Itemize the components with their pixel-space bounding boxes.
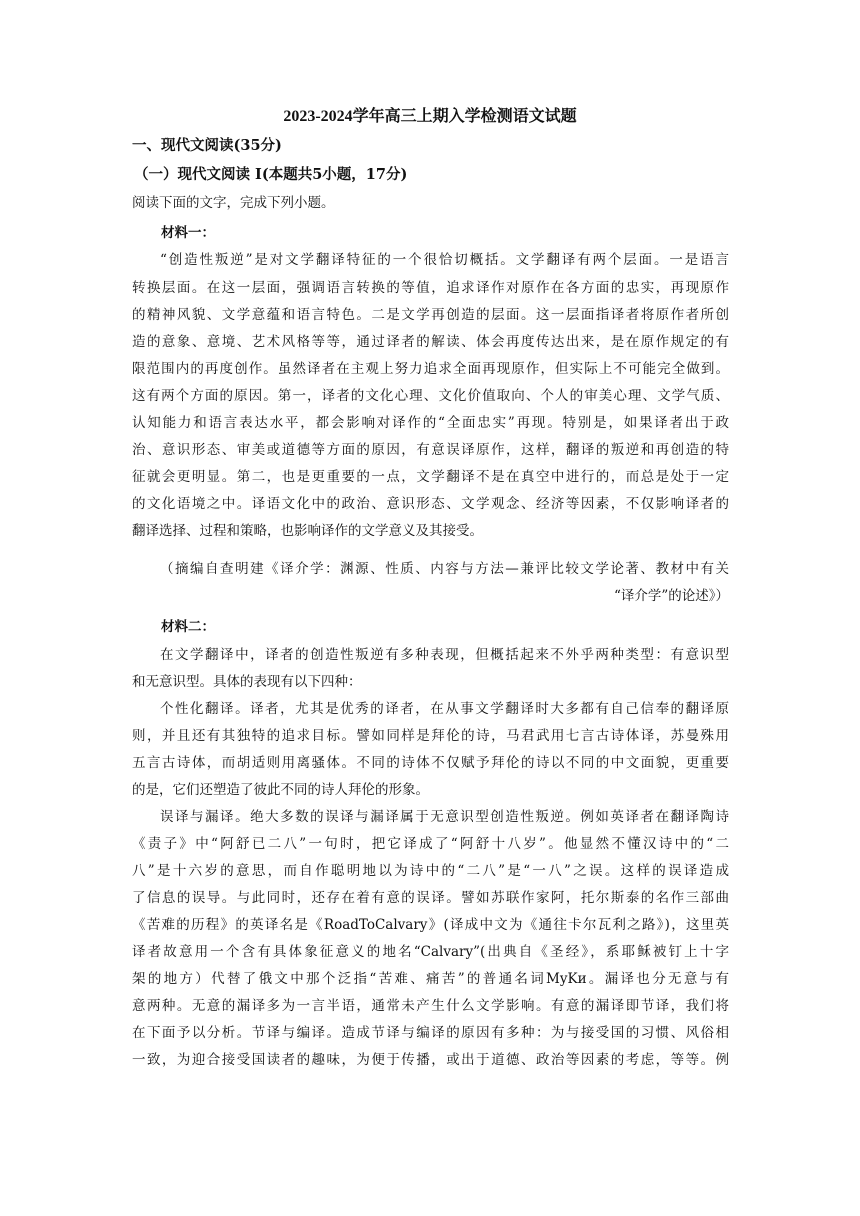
material2-line: 则，并且还有其独特的追求目标。譬如同样是拜伦的诗，马君武用七言古诗体译，苏曼殊用: [132, 728, 729, 744]
subsection-heading: （一）现代文阅读 I(本题共5小题，17分): [134, 166, 408, 183]
material2-line: 个性化翻译。译者，尤其是优秀的译者，在从事文学翻译时大多都有自己信奉的翻译原: [160, 701, 729, 717]
material2-line: 一致，为迎合接受国读者的趣味，为便于传播，或出于道德、政治等因素的考虑，等等。例: [132, 1052, 729, 1068]
material2-line: 意两种。无意的漏译多为一言半语，通常未产生什么文学影响。有意的漏译即节译，我们将: [132, 998, 729, 1014]
material1-line: 认知能力和语言表达水平，都会影响对译作的“全面忠实”再现。特别是，如果译者出于政: [132, 415, 729, 431]
material2-line: 了信息的误导。与此同时，还存在着有意的误译。譬如苏联作家阿，托尔斯泰的名作三部曲: [132, 890, 729, 906]
material2-line: 《责子》中“阿舒已二八”一句时，把它译成了“阿舒十八岁”。他显然不懂汉诗中的“二: [132, 836, 729, 852]
material2-line: 译者故意用一个含有具体象征意义的地名“Calvary”(出典自《圣经》，系耶稣被钉上十字: [132, 944, 729, 960]
material1-line: 转换层面。在这一层面，强调语言转换的等值，追求译作对原作在各方面的忠实，再现原作: [132, 280, 729, 296]
citation-text: （摘编自查明建《译介学：渊源、性质、内容与方法—兼评比较文学论著、教材中有关: [160, 561, 729, 577]
citation-text: “译介学”的论述》）: [613, 588, 729, 604]
material1-line: 这有两个方面的原因。第一，译者的文化心理、文化价值取向、个人的审美心理、文学气质、: [132, 388, 729, 404]
material1-line: 征就会更明显。第二，也是更重要的一点，文学翻译不是在真空中进行的，而总是处于一定: [132, 469, 729, 485]
instruction-text: 阅读下面的文字，完成下列小题。: [132, 195, 335, 211]
material1-line: 的文化语境之中。译语文化中的政治、意识形态、文学观念、经济等因素，不仅影响译者的: [132, 496, 729, 512]
material2-line: 误译与漏译。绝大多数的误译与漏译属于无意识型创造性叛逆。例如英译者在翻译陶诗: [160, 809, 729, 825]
material1-line: “创造性叛逆”是对文学翻译特征的一个很恰切概括。文学翻译有两个层面。一是语言: [160, 252, 729, 268]
material2-line: 八”是十六岁的意思，而自作聪明地以为诗中的“二八”是“一八”之误。这样的误译造成: [132, 863, 729, 879]
material2-line: 在下面予以分析。节译与编译。造成节译与编译的原因有多种：为与接受国的习惯、风俗相: [132, 1025, 729, 1041]
page-title: 2023-2024学年高三上期入学检测语文试题: [283, 108, 577, 125]
material2-line: 在文学翻译中，译者的创造性叛逆有多种表现，但概括起来不外乎两种类型：有意识型: [160, 647, 729, 663]
material1-line: 限范围内的再度创作。虽然译者在主观上努力追求全面再现原作，但实际上不可能完全做到。: [132, 361, 729, 377]
material1-line: 造的意象、意境、艺术风格等等，通过译者的解读、体会再度传达出来，是在原作规定的有: [132, 334, 729, 350]
material2-line: 五言古诗体，而胡适则用离骚体。不同的诗体不仅赋予拜伦的诗以不同的中文面貌，更重要: [132, 755, 729, 771]
material2-line: 的是，它们还塑造了彼此不同的诗人拜伦的形象。: [132, 782, 429, 798]
material2-line: 和无意识型。具体的表现有以下四种：: [132, 674, 362, 690]
material1-line: 翻译选择、过程和策略，也影响译作的文学意义及其接受。: [132, 523, 483, 539]
material2-label: 材料二：: [161, 619, 215, 635]
material2-line: 《苦难的历程》的英译名是《RoadToCalvary》(译成中文为《通往卡尔瓦利之路》)，这里英: [132, 917, 729, 933]
section-heading: 一、现代文阅读(35分): [132, 137, 282, 154]
material1-line: 治、意识形态、审美或道德等方面的原因，有意误译原作，这样，翻译的叛逆和再创造的特: [132, 442, 729, 458]
material1-label: 材料一：: [161, 225, 215, 241]
material2-line: 架的地方）代替了俄文中那个泛指“苦难、痛苦”的普通名词MyKи。漏译也分无意与有: [132, 971, 729, 987]
material1-line: 的精神风貌、文学意蕴和语言特色。二是文学再创造的层面。这一层面指译者将原作者所创: [132, 307, 729, 323]
